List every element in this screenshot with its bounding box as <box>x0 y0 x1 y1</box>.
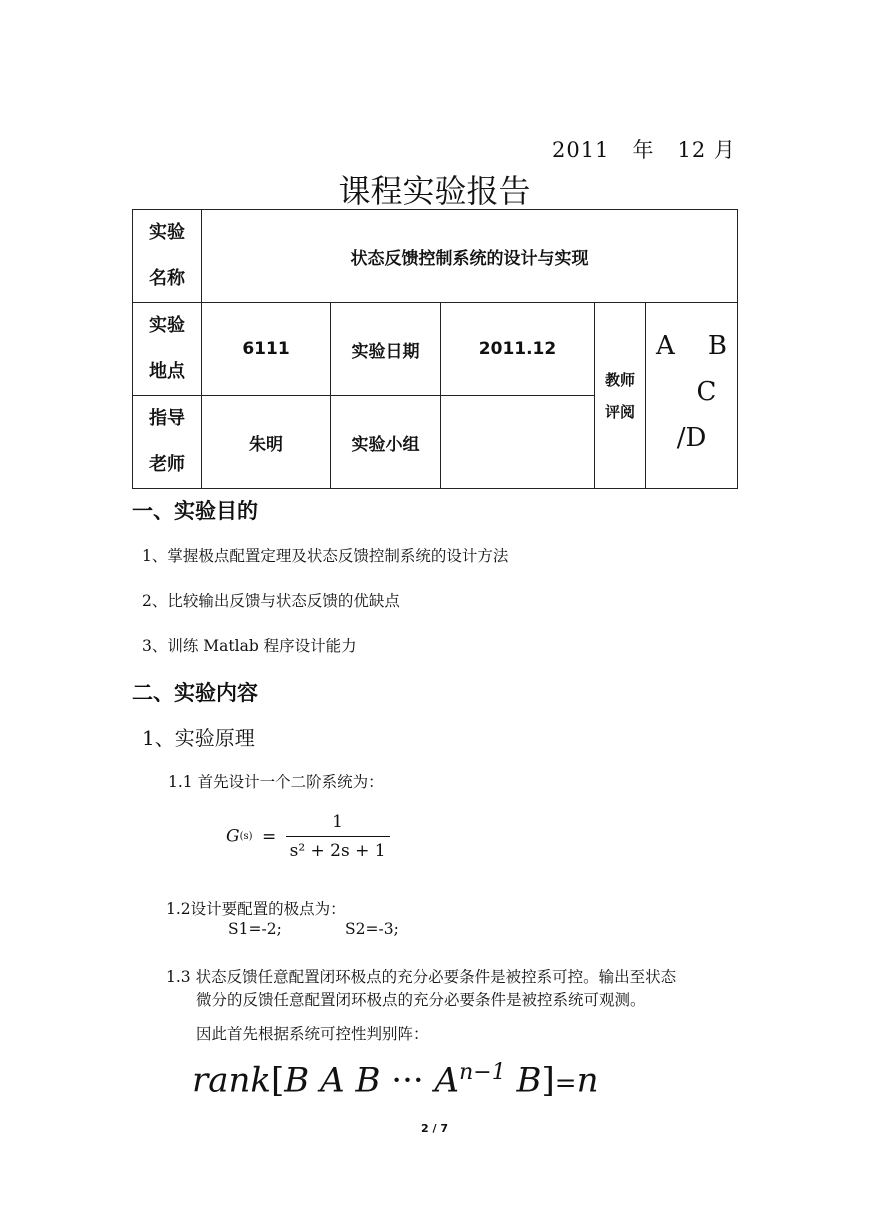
objective-item-2: 2、比较输出反馈与状态反馈的优缺点 <box>142 592 400 610</box>
pole-s2: S2=-3; <box>345 920 399 938</box>
formula-fraction: $\frac{1}{\text{s² + 2s + 1}}$ <box>286 812 390 861</box>
principle-heading: 1、实验原理 <box>142 726 255 750</box>
experiment-place-label: 实验 地点 <box>133 303 202 396</box>
teacher-review-label: 教师 评阅 <box>595 303 646 489</box>
grade-line-2: C <box>696 377 717 407</box>
experiment-name-label: 实验 名称 <box>133 210 202 303</box>
objective-item-3: 3、训练 Matlab 程序设计能力 <box>142 637 357 655</box>
experiment-name-value: 状态反馈控制系统的设计与实现 <box>202 210 738 303</box>
paragraph-controllability: 因此首先根据系统可控性判别阵： <box>196 1025 429 1043</box>
paragraph-1-3-line2: 微分的反馈任意配置闭环极点的充分必要条件是被控系统可观测。 <box>196 991 646 1009</box>
objective-item-1: 1、掌握极点配置定理及状态反馈控制系统的设计方法 <box>142 547 509 565</box>
grade-line-3: /D <box>676 423 707 453</box>
group-value <box>441 396 595 489</box>
pole-s1: S1=-2; <box>228 920 282 938</box>
advisor-value: 朱明 <box>202 396 331 489</box>
experiment-place-value: 6111 <box>202 303 331 396</box>
grade-cell <box>646 303 738 489</box>
report-title: 课程实验报告 <box>338 172 531 210</box>
section2-heading: 二、实验内容 <box>132 681 258 705</box>
experiment-date-label: 实验日期 <box>331 303 441 396</box>
group-label: 实验小组 <box>331 396 441 489</box>
paragraph-1-3-line1: 1.3 状态反馈任意配置闭环极点的充分必要条件是被控系可控。输出至状态 <box>166 968 677 986</box>
paragraph-1-1: 1.1 首先设计一个二阶系统为： <box>168 773 384 791</box>
transfer-function-formula: G(s) = $\frac{1}{\text{s² + 2s + 1}}$ <box>226 812 390 861</box>
grade-line-1: A B <box>656 331 727 361</box>
experiment-info-table <box>132 209 738 489</box>
paragraph-1-2: 1.2设计要配置的极点为： <box>166 900 346 918</box>
section1-heading: 一、实验目的 <box>132 499 258 523</box>
page-number: 2 / 7 <box>421 1122 448 1135</box>
report-date: 2011 年 12 月 <box>552 138 736 162</box>
rank-formula: rank[B A B ··· $A^{n-1}$ B]=n <box>192 1060 599 1101</box>
advisor-label: 指导 老师 <box>133 396 202 489</box>
experiment-date-value: 2011.12 <box>441 303 595 396</box>
